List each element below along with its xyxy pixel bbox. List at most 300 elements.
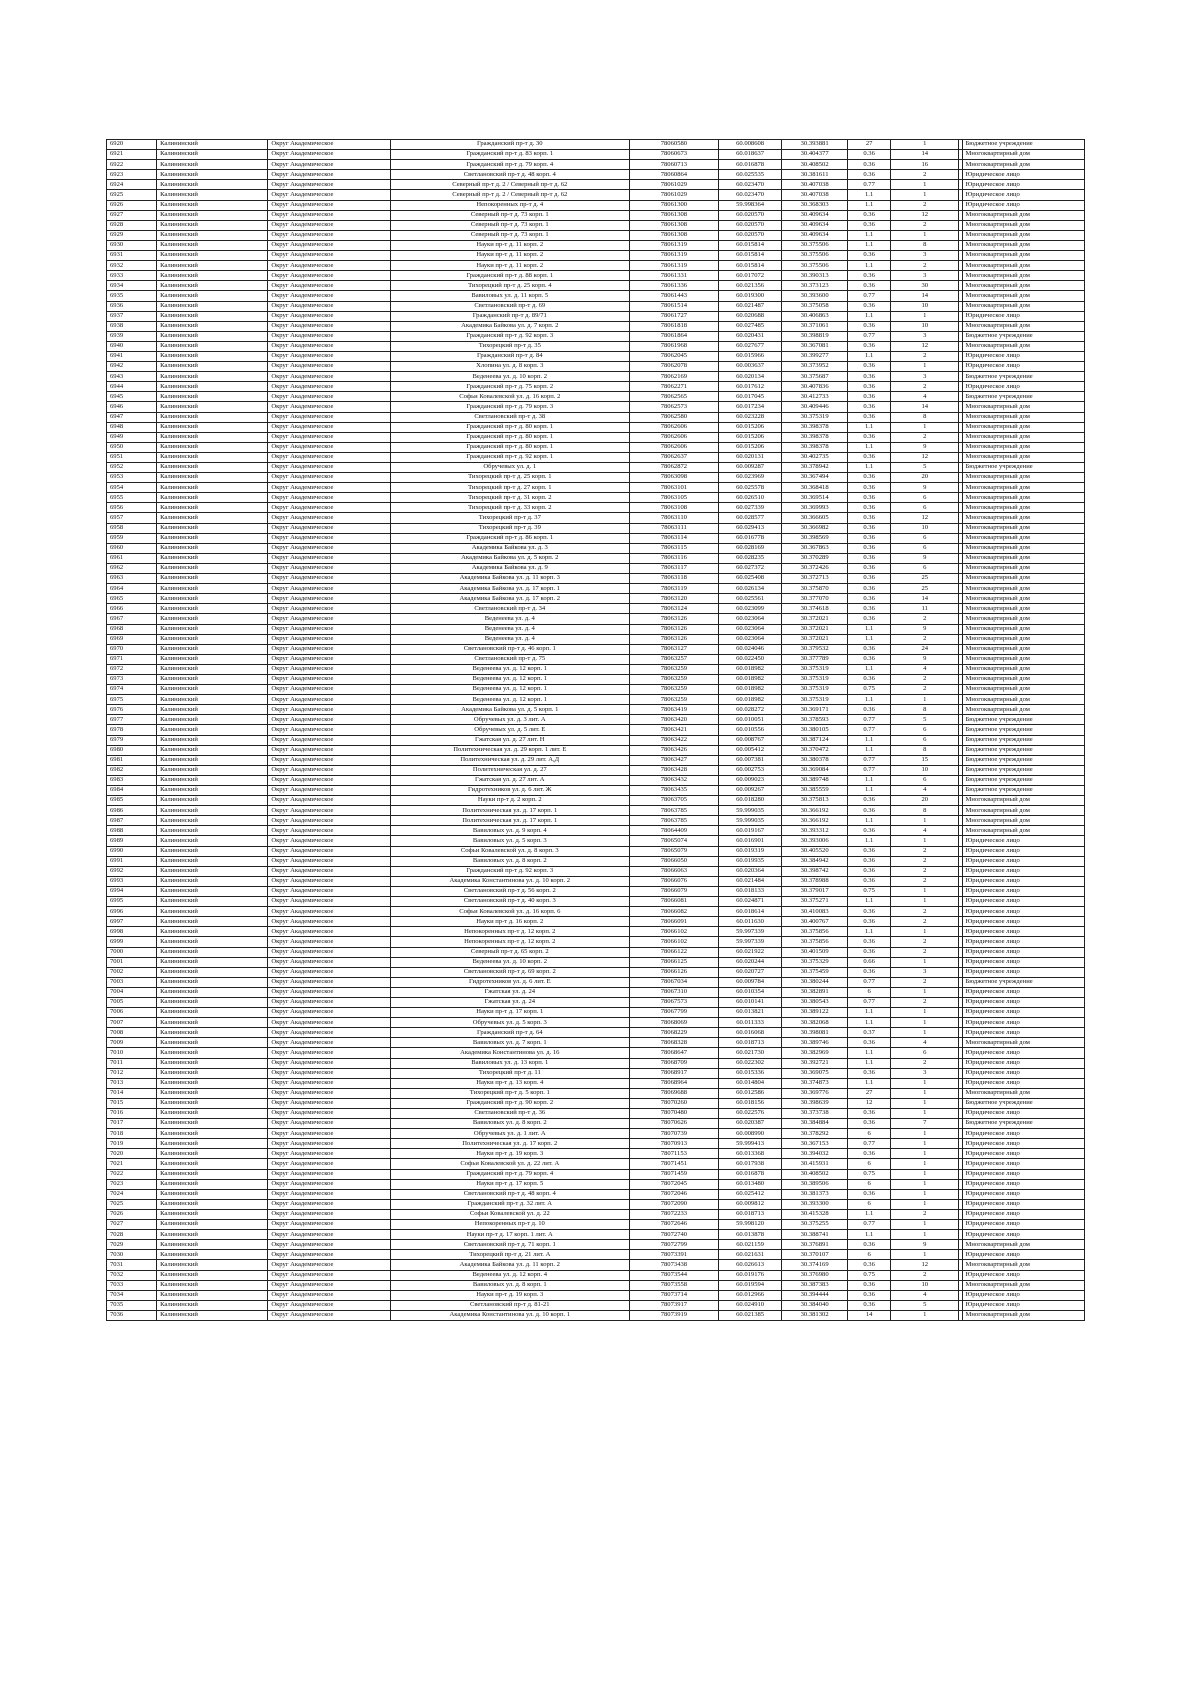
latitude-cell: 60.018982 [718,695,781,705]
latitude-cell: 60.021922 [718,947,781,957]
power-cell: 0.36 [847,533,890,543]
okrug-cell: Округ Академическое [268,745,390,755]
address-cell: Гжатская ул. д. 24 [390,997,629,1007]
code-cell: 78066081 [629,897,718,907]
code-cell: 78068229 [629,1028,718,1038]
address-cell: Веденеева ул. д. 12 корп. 1 [390,674,629,684]
address-cell: Северный пр-т д. 2 / Северный пр-т д. 62 [390,180,629,190]
table-row [107,1018,1085,1028]
code-cell: 78061864 [629,331,718,341]
okrug-cell: Округ Академическое [268,644,390,654]
okrug-cell: Округ Академическое [268,1199,390,1209]
table-row [107,1109,1085,1119]
district-cell: Калининский [157,230,268,240]
count-cell: 6 [891,735,959,745]
district-cell: Калининский [157,442,268,452]
code-cell: 78063126 [629,624,718,634]
row-number-cell: 7028 [107,1230,157,1240]
table-row [107,846,1085,856]
address-cell: Гражданский пр-т д. 32 лит. А [390,1199,629,1209]
okrug-cell: Округ Академическое [268,937,390,947]
address-cell: Софьи Ковалевской ул. д. 22 лит. А [390,1159,629,1169]
power-cell: 1.1 [847,261,890,271]
latitude-cell: 60.019300 [718,291,781,301]
latitude-cell: 60.024871 [718,897,781,907]
power-cell: 0.36 [847,271,890,281]
table-row [107,533,1085,543]
power-cell: 6 [847,1129,890,1139]
power-cell: 0.36 [847,1290,890,1300]
okrug-cell: Округ Академическое [268,220,390,230]
table-row [107,311,1085,321]
consumer-type-cell: Юридическое лицо [962,1109,1084,1119]
count-cell: 10 [891,523,959,533]
count-cell: 1 [891,927,959,937]
okrug-cell: Округ Академическое [268,160,390,170]
okrug-cell: Округ Академическое [268,1048,390,1058]
row-number-cell: 6988 [107,826,157,836]
table-row [107,654,1085,664]
row-number-cell: 6953 [107,473,157,483]
table-row [107,251,1085,261]
consumer-type-cell: Многоквартирный дом [962,654,1084,664]
district-cell: Калининский [157,483,268,493]
consumer-type-cell: Юридическое лицо [962,1008,1084,1018]
power-cell: 6 [847,1159,890,1169]
code-cell: 78072045 [629,1179,718,1189]
code-cell: 78069688 [629,1088,718,1098]
district-cell: Калининский [157,220,268,230]
code-cell: 78073391 [629,1250,718,1260]
address-cell: Гражданский пр-т д. 79 корп. 4 [390,160,629,170]
longitude-cell: 30.398639 [782,1098,848,1108]
okrug-cell: Округ Академическое [268,503,390,513]
address-cell: Светлановский пр-т д. 38 [390,412,629,422]
address-cell: Вавиловых ул. д. 5 корп. 3 [390,836,629,846]
consumer-type-cell: Бюджетное учреждение [962,140,1084,150]
longitude-cell: 30.378988 [782,876,848,886]
row-number-cell: 6924 [107,180,157,190]
row-number-cell: 6984 [107,786,157,796]
consumer-type-cell: Многоквартирный дом [962,1038,1084,1048]
latitude-cell: 60.003637 [718,362,781,372]
longitude-cell: 30.381373 [782,1189,848,1199]
longitude-cell: 30.375319 [782,695,848,705]
latitude-cell: 60.013878 [718,1230,781,1240]
district-cell: Калининский [157,351,268,361]
longitude-cell: 30.378593 [782,715,848,725]
longitude-cell: 30.375255 [782,1220,848,1230]
table-row [107,321,1085,331]
consumer-type-cell: Многоквартирный дом [962,412,1084,422]
power-cell: 0.36 [847,614,890,624]
table-row [107,372,1085,382]
row-number-cell: 6991 [107,856,157,866]
address-cell: Веденеева ул. д. 10 корп. 2 [390,372,629,382]
code-cell: 78063119 [629,584,718,594]
consumer-type-cell: Юридическое лицо [962,967,1084,977]
address-cell: Гражданский пр-т д. 86 корп. 1 [390,533,629,543]
count-cell: 12 [891,452,959,462]
table-row [107,1048,1085,1058]
latitude-cell: 60.019319 [718,846,781,856]
okrug-cell: Округ Академическое [268,907,390,917]
consumer-type-cell: Юридическое лицо [962,170,1084,180]
longitude-cell: 30.375856 [782,937,848,947]
code-cell: 78066079 [629,886,718,896]
district-cell: Калининский [157,261,268,271]
count-cell: 12 [891,513,959,523]
longitude-cell: 30.375319 [782,412,848,422]
code-cell: 78063421 [629,725,718,735]
row-number-cell: 6933 [107,271,157,281]
district-cell: Калининский [157,362,268,372]
code-cell: 78063117 [629,563,718,573]
power-cell: 0.37 [847,1028,890,1038]
address-cell: Науки пр-т д. 11 корп. 2 [390,251,629,261]
count-cell: 1 [891,1129,959,1139]
table-row [107,412,1085,422]
longitude-cell: 30.415931 [782,1159,848,1169]
power-cell: 1.1 [847,624,890,634]
district-cell: Калининский [157,402,268,412]
latitude-cell: 60.025535 [718,170,781,180]
longitude-cell: 30.387383 [782,1280,848,1290]
latitude-cell: 60.015814 [718,240,781,250]
consumer-type-cell: Многоквартирный дом [962,624,1084,634]
count-cell: 1 [891,1008,959,1018]
address-cell: Тихорецкий пр-т д. 25 корп. 4 [390,281,629,291]
table-row [107,160,1085,170]
latitude-cell: 60.020364 [718,866,781,876]
table-row [107,977,1085,987]
address-cell: Тихорецкий пр-т д. 37 [390,513,629,523]
okrug-cell: Округ Академическое [268,281,390,291]
count-cell: 10 [891,301,959,311]
latitude-cell: 60.024910 [718,1300,781,1310]
longitude-cell: 30.389506 [782,1179,848,1189]
okrug-cell: Округ Академическое [268,432,390,442]
district-cell: Калининский [157,907,268,917]
table-row [107,796,1085,806]
consumer-type-cell: Многоквартирный дом [962,523,1084,533]
consumer-type-cell: Многоквартирный дом [962,301,1084,311]
latitude-cell: 60.025578 [718,483,781,493]
code-cell: 78062637 [629,452,718,462]
okrug-cell: Округ Академическое [268,493,390,503]
consumer-type-cell: Многоквартирный дом [962,644,1084,654]
power-cell: 1.1 [847,634,890,644]
latitude-cell: 60.015336 [718,1068,781,1078]
okrug-cell: Округ Академическое [268,362,390,372]
count-cell: 2 [891,937,959,947]
table-row [107,1290,1085,1300]
address-cell: Светлановский пр-т д. 34 [390,604,629,614]
power-cell: 0.36 [847,473,890,483]
code-cell: 78064409 [629,826,718,836]
consumer-type-cell: Многоквартирный дом [962,240,1084,250]
table-row [107,836,1085,846]
power-cell: 6 [847,987,890,997]
table-row [107,1209,1085,1219]
address-cell: Тихорецкий пр-т д. 35 [390,341,629,351]
code-cell: 78070739 [629,1129,718,1139]
district-cell: Калининский [157,997,268,1007]
count-cell: 1 [891,1220,959,1230]
count-cell: 20 [891,796,959,806]
longitude-cell: 30.371061 [782,321,848,331]
okrug-cell: Округ Академическое [268,422,390,432]
latitude-cell: 60.013480 [718,1179,781,1189]
power-cell: 0.36 [847,362,890,372]
latitude-cell: 60.020431 [718,331,781,341]
address-cell: Северный пр-т д. 73 корп. 1 [390,220,629,230]
table-row [107,402,1085,412]
latitude-cell: 60.021730 [718,1048,781,1058]
row-number-cell: 6938 [107,321,157,331]
latitude-cell: 60.026613 [718,1260,781,1270]
longitude-cell: 30.375687 [782,372,848,382]
consumer-type-cell: Юридическое лицо [962,1149,1084,1159]
latitude-cell: 60.010354 [718,987,781,997]
power-cell: 0.36 [847,341,890,351]
row-number-cell: 6929 [107,230,157,240]
count-cell: 1 [891,180,959,190]
district-cell: Калининский [157,917,268,927]
district-cell: Калининский [157,866,268,876]
table-row [107,442,1085,452]
power-cell: 1.1 [847,1058,890,1068]
code-cell: 78068964 [629,1078,718,1088]
power-cell: 0.36 [847,594,890,604]
latitude-cell: 60.020570 [718,230,781,240]
power-cell: 0.77 [847,977,890,987]
row-number-cell: 6989 [107,836,157,846]
longitude-cell: 30.388741 [782,1230,848,1240]
row-number-cell: 7000 [107,947,157,957]
code-cell: 78061818 [629,321,718,331]
okrug-cell: Округ Академическое [268,543,390,553]
longitude-cell: 30.384040 [782,1300,848,1310]
power-cell: 0.36 [847,947,890,957]
address-cell: Науки пр-т д. 17 корп. 1 [390,1008,629,1018]
district-cell: Калининский [157,705,268,715]
consumer-type-cell: Юридическое лицо [962,1018,1084,1028]
district-cell: Калининский [157,553,268,563]
okrug-cell: Округ Академическое [268,927,390,937]
address-cell: Политехническая ул. д. 29 лит. А,Д [390,755,629,765]
latitude-cell: 60.009812 [718,1199,781,1209]
latitude-cell: 60.019935 [718,856,781,866]
latitude-cell: 60.008767 [718,735,781,745]
table-row [107,543,1085,553]
power-cell: 0.36 [847,483,890,493]
address-cell: Гражданский пр-т д. 92 корп. 3 [390,866,629,876]
longitude-cell: 30.366605 [782,513,848,523]
address-cell: Академика Байкова ул. д. 17 корп. 2 [390,594,629,604]
consumer-type-cell: Бюджетное учреждение [962,725,1084,735]
district-cell: Калининский [157,947,268,957]
address-cell: Обручевых ул. д. 5 корп. 3 [390,1018,629,1028]
row-number-cell: 7003 [107,977,157,987]
code-cell: 78070480 [629,1109,718,1119]
consumer-type-cell: Бюджетное учреждение [962,463,1084,473]
latitude-cell: 60.020688 [718,311,781,321]
consumer-type-cell: Бюджетное учреждение [962,755,1084,765]
consumer-type-cell: Многоквартирный дом [962,574,1084,584]
longitude-cell: 30.381611 [782,170,848,180]
count-cell: 1 [891,1109,959,1119]
power-cell: 1.1 [847,230,890,240]
longitude-cell: 30.375329 [782,957,848,967]
code-cell: 78066063 [629,866,718,876]
consumer-type-cell: Юридическое лицо [962,836,1084,846]
latitude-cell: 59.998120 [718,1220,781,1230]
row-number-cell: 6981 [107,755,157,765]
power-cell: 0.36 [847,604,890,614]
address-cell: Гражданский пр-т д. 64 [390,1028,629,1038]
address-cell: Науки пр-т д. 17 корп. 5 [390,1179,629,1189]
okrug-cell: Округ Академическое [268,553,390,563]
longitude-cell: 30.372713 [782,574,848,584]
power-cell: 0.36 [847,1068,890,1078]
row-number-cell: 7016 [107,1109,157,1119]
count-cell: 1 [891,362,959,372]
longitude-cell: 30.401509 [782,947,848,957]
code-cell: 78066125 [629,957,718,967]
latitude-cell: 60.019594 [718,1280,781,1290]
address-cell: Вавиловых ул. д. 8 корп. 2 [390,856,629,866]
consumer-type-cell: Юридическое лицо [962,190,1084,200]
row-number-cell: 6992 [107,866,157,876]
latitude-cell: 60.017938 [718,1159,781,1169]
latitude-cell: 60.022302 [718,1058,781,1068]
consumer-type-cell: Многоквартирный дом [962,503,1084,513]
longitude-cell: 30.367153 [782,1139,848,1149]
okrug-cell: Округ Академическое [268,775,390,785]
address-cell: Вавиловых ул. д. 9 корп. 4 [390,826,629,836]
longitude-cell: 30.368418 [782,483,848,493]
row-number-cell: 6934 [107,281,157,291]
table-row [107,230,1085,240]
power-cell: 0.36 [847,150,890,160]
address-cell: Хлопина ул. д. 8 корп. 3 [390,362,629,372]
consumer-type-cell: Многоквартирный дом [962,483,1084,493]
table-row [107,614,1085,624]
longitude-cell: 30.384884 [782,1119,848,1129]
code-cell: 78063108 [629,503,718,513]
address-cell: Академика Байкова ул. д. 5 корп. 2 [390,553,629,563]
code-cell: 78060713 [629,160,718,170]
code-cell: 78065079 [629,846,718,856]
count-cell: 11 [891,604,959,614]
count-cell: 9 [891,553,959,563]
code-cell: 78067573 [629,997,718,1007]
consumer-type-cell: Многоквартирный дом [962,281,1084,291]
latitude-cell: 60.015206 [718,422,781,432]
address-cell: Светлановский пр-т д. 36 [390,1109,629,1119]
okrug-cell: Округ Академическое [268,140,390,150]
address-cell: Светлановский пр-т д. 69 корп. 2 [390,967,629,977]
address-cell: Академика Константинова ул. д. 16 [390,1048,629,1058]
longitude-cell: 30.398569 [782,533,848,543]
power-cell: 1.1 [847,786,890,796]
table-row [107,503,1085,513]
consumer-type-cell: Юридическое лицо [962,382,1084,392]
okrug-cell: Округ Академическое [268,230,390,240]
table-row [107,947,1085,957]
latitude-cell: 60.018982 [718,674,781,684]
consumer-type-cell: Многоквартирный дом [962,402,1084,412]
table-row [107,1159,1085,1169]
table-row [107,735,1085,745]
address-cell: Вавиловых ул. д. 8 корп. 2 [390,1119,629,1129]
code-cell: 78061308 [629,210,718,220]
latitude-cell: 59.997339 [718,937,781,947]
power-cell: 0.75 [847,685,890,695]
code-cell: 78063422 [629,735,718,745]
latitude-cell: 60.027677 [718,341,781,351]
address-cell: Веденеева ул. д. 12 корп. 1 [390,685,629,695]
code-cell: 78063259 [629,674,718,684]
latitude-cell: 59.998364 [718,200,781,210]
table-row [107,1098,1085,1108]
district-cell: Калининский [157,331,268,341]
consumer-type-cell: Юридическое лицо [962,351,1084,361]
okrug-cell: Округ Академическое [268,402,390,412]
count-cell: 3 [891,372,959,382]
okrug-cell: Округ Академическое [268,240,390,250]
district-cell: Калининский [157,937,268,947]
district-cell: Калининский [157,1260,268,1270]
latitude-cell: 60.005412 [718,745,781,755]
row-number-cell: 6971 [107,654,157,664]
district-cell: Калининский [157,533,268,543]
table-row [107,1169,1085,1179]
power-cell: 0.36 [847,654,890,664]
longitude-cell: 30.374169 [782,1260,848,1270]
longitude-cell: 30.378292 [782,1129,848,1139]
consumer-type-cell: Юридическое лицо [962,1290,1084,1300]
count-cell: 6 [891,563,959,573]
count-cell: 1 [891,987,959,997]
power-cell: 0.77 [847,997,890,1007]
row-number-cell: 6967 [107,614,157,624]
code-cell: 78072740 [629,1230,718,1240]
longitude-cell: 30.375319 [782,685,848,695]
table-row [107,674,1085,684]
count-cell: 2 [891,351,959,361]
okrug-cell: Округ Академическое [268,695,390,705]
code-cell: 78060864 [629,170,718,180]
longitude-cell: 30.369171 [782,705,848,715]
longitude-cell: 30.375319 [782,664,848,674]
okrug-cell: Округ Академическое [268,1290,390,1300]
consumer-type-cell: Бюджетное учреждение [962,786,1084,796]
okrug-cell: Округ Академическое [268,866,390,876]
code-cell: 78066102 [629,927,718,937]
consumer-type-cell: Бюджетное учреждение [962,372,1084,382]
consumer-type-cell: Многоквартирный дом [962,321,1084,331]
code-cell: 78061331 [629,271,718,281]
count-cell: 1 [891,1139,959,1149]
code-cell: 78061319 [629,240,718,250]
okrug-cell: Округ Академическое [268,1139,390,1149]
row-number-cell: 6977 [107,715,157,725]
power-cell: 0.36 [847,866,890,876]
row-number-cell: 6921 [107,150,157,160]
count-cell: 14 [891,291,959,301]
